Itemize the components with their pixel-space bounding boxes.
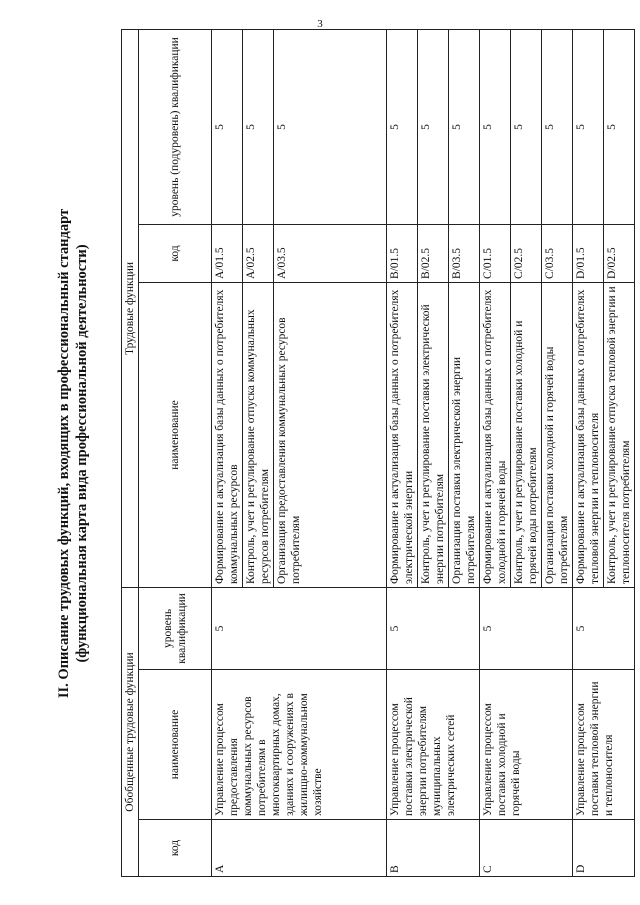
header-level: уровень квалификации bbox=[139, 587, 212, 669]
title-line-1: II. Описание трудовых функций, входящих в профессиональный стандарт bbox=[56, 208, 72, 699]
gen-name: Управление процессом поставки холодной и горячей воды bbox=[480, 670, 573, 820]
header-sublevel: уровень (подуровень) квалификации bbox=[139, 29, 212, 224]
gen-code: C bbox=[480, 820, 573, 877]
table-row bbox=[480, 29, 511, 876]
header-code: код bbox=[139, 820, 212, 877]
gen-level: 5 bbox=[573, 587, 635, 669]
function-level: 5 bbox=[274, 29, 387, 224]
function-name: Формирование и актуализация базы данных о потребителях коммунальных ресурсов bbox=[212, 282, 243, 587]
landscape-content bbox=[55, 30, 632, 877]
function-code: C/03.5 bbox=[542, 224, 573, 282]
table-row bbox=[212, 29, 243, 876]
function-name: Организация предоставления коммунальных ресурсов потребителям bbox=[274, 282, 387, 587]
functional-map-table bbox=[121, 29, 635, 877]
function-name: Контроль, учет и регулирование поставки холодной и горячей воды потребителям bbox=[511, 282, 542, 587]
gen-level: 5 bbox=[212, 587, 387, 669]
gen-level: 5 bbox=[387, 587, 480, 669]
header-function-name: наименование bbox=[139, 282, 212, 587]
function-code: A/02.5 bbox=[243, 224, 274, 282]
function-code: A/01.5 bbox=[212, 224, 243, 282]
function-level: 5 bbox=[511, 29, 542, 224]
function-code: B/01.5 bbox=[387, 224, 418, 282]
function-code: B/03.5 bbox=[449, 224, 480, 282]
gen-code: A bbox=[212, 820, 387, 877]
table-row bbox=[387, 29, 418, 876]
function-level: 5 bbox=[387, 29, 418, 224]
function-name: Контроль, учет и регулирование поставки электрической энергии потребителям bbox=[418, 282, 449, 587]
title-line-2: (функциональная карта вида профессиональной деятельности) bbox=[74, 244, 90, 663]
function-name: Формирование и актуализация базы данных о потребителях тепловой энергии и теплоносителя bbox=[573, 282, 604, 587]
header-row-groups bbox=[122, 29, 139, 876]
function-name: Организация поставки холодной и горячей воды потребителям bbox=[542, 282, 573, 587]
gen-code: B bbox=[387, 820, 480, 877]
gen-name: Управление процессом предоставления коммунальных ресурсов потребителям в многоквартирных домах, зданиях и сооружениях в жилищно-коммунальном хозяйстве bbox=[212, 670, 387, 820]
function-level: 5 bbox=[418, 29, 449, 224]
function-name: Организация поставки электрической энергии потребителям bbox=[449, 282, 480, 587]
function-name: Формирование и актуализация базы данных о потребителях холодной и горячей воды bbox=[480, 282, 511, 587]
header-row-columns bbox=[139, 29, 212, 876]
gen-name: Управление процессом поставки электрической энергии потребителям муниципальных электрических сетей bbox=[387, 670, 480, 820]
function-name: Контроль, учет и регулирование отпуска коммунальных ресурсов потребителям bbox=[243, 282, 274, 587]
function-code: A/03.5 bbox=[274, 224, 387, 282]
function-code: C/02.5 bbox=[511, 224, 542, 282]
function-level: 5 bbox=[573, 29, 604, 224]
function-code: D/01.5 bbox=[573, 224, 604, 282]
page-number: 3 bbox=[317, 18, 323, 30]
header-labor-functions: Трудовые функции bbox=[122, 29, 139, 587]
function-code: B/02.5 bbox=[418, 224, 449, 282]
function-level: 5 bbox=[212, 29, 243, 224]
function-name: Контроль, учет и регулирование отпуска тепловой энергии и теплоносителя потребителям bbox=[604, 282, 635, 587]
function-code: C/01.5 bbox=[480, 224, 511, 282]
header-function-code: код bbox=[139, 224, 212, 282]
header-generalized-functions: Обобщенные трудовые функции bbox=[122, 587, 139, 876]
function-level: 5 bbox=[480, 29, 511, 224]
gen-name: Управление процессом поставки тепловой энергии и теплоносителя bbox=[573, 670, 635, 820]
function-level: 5 bbox=[449, 29, 480, 224]
section-title bbox=[55, 30, 115, 877]
function-name: Формирование и актуализация базы данных о потребителях электрической энергии bbox=[387, 282, 418, 587]
header-name: наименование bbox=[139, 670, 212, 820]
table-row bbox=[573, 29, 604, 876]
gen-level: 5 bbox=[480, 587, 573, 669]
function-level: 5 bbox=[243, 29, 274, 224]
function-code: D/02.5 bbox=[604, 224, 635, 282]
function-level: 5 bbox=[542, 29, 573, 224]
gen-code: D bbox=[573, 820, 635, 877]
function-level: 5 bbox=[604, 29, 635, 224]
